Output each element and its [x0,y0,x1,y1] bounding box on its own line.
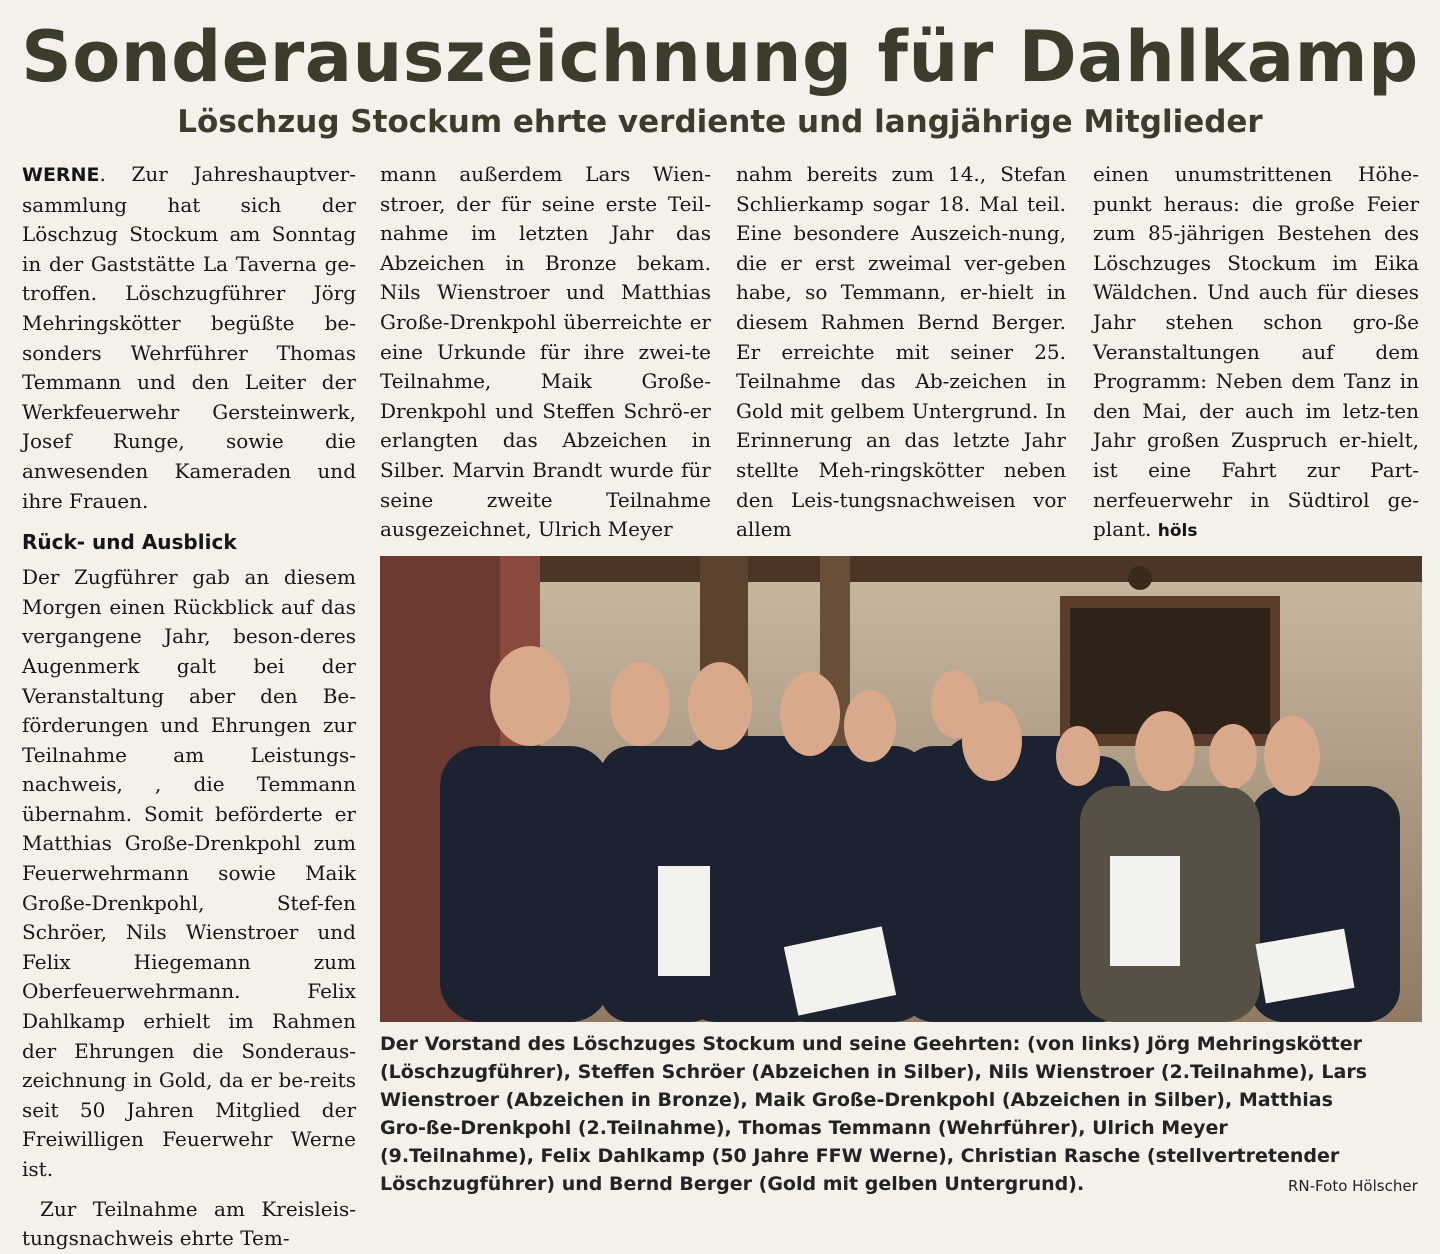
article-column-4 [1093,160,1419,542]
author-byline: höls [1157,521,1198,542]
photo-caption: Der Vorstand des Löschzuges Stockum und seine Geehrten: (von links) Jörg Mehringskötter (Löschzugführer), Steffen Schröer (Abzeichen in Silber), Nils Wienstroer (2.Teilnahme), Lars Wienstroer (Abzeichen in Bronze), Maik Große-Drenkpohl (Abzeichen in Silber), Matthias Gro-ße-Drenkpohl (2.Teilnahme), Thomas Temmann (Wehrführer), Ulrich Meyer (9.Teilnahme), Felix Dahlkamp (50 Jahre FFW Werne), Christian Rasche (stellvertretender Löschzugführer) und Bernd Berger (Gold mit gelben Untergrund). [380,1033,1367,1195]
section-subheading: Rück- und Ausblick [22,530,237,555]
article-column-1 [22,160,356,1251]
column-3-text: nahm bereits zum 14., Stefan Schlierkamp sogar 18. Mal teil. Eine besondere Auszeich-nung, die er erst zweimal ver-geben habe, so Temmann, er-hielt in diesem Rahmen Bernd Berger. Er erreichte mit seiner 25. Teilnahme das Ab-zeichen in Gold mit gelbem Untergrund. In Erinnerung an das letzte Jahr stellte Meh-ringskötter neben den Leis-tungsnachweisen vor allem [736,162,1066,542]
column-4-body: einen unumstrittenen Höhe-punkt heraus: die große Feier zum 85-jährigen Bestehen des Löschzuges Stockum im Eika Wäldchen. Und auch für dieses Jahr stehen schon gro-ße Veranstaltungen auf dem Programm: Neben dem Tanz in den Mai, der auch im letz-ten Jahr großen Zuspruch er-hielt, ist eine Fahrt zur Part-nerfeuerwehr in Südtirol ge-plant. [1093,162,1419,542]
body-paragraph-2: Zur Teilnahme am Kreisleis-tungsnachweis ehrte Tem- [22,1196,356,1251]
group-photo-illustration [380,556,1422,1022]
article-column-2 [380,160,711,542]
article-subheadline: Löschzug Stockum ehrte verdiente und langjährige Mitglieder [177,104,1263,140]
lead-text: . Zur Jahreshauptver-sammlung hat sich der Löschzug Stockum am Sonntag in der Gaststätte La Taverna ge-troffen. Löschzugführer Jörg Mehringskötter begüßte be-sonders Wehrführer Thomas Temmann und den Leiter der Werkfeuerwehr Gersteinwerk, Josef Runge, sowie die anwesenden Kameraden und ihre Frauen. [22,162,356,513]
article-headline: Sonderauszeichnung für Dahlkamp [21,16,1419,98]
lead-paragraph [22,160,356,516]
dateline: WERNE [22,164,100,186]
article-column-3 [736,160,1066,542]
column-4-text [1093,160,1419,547]
body-paragraph-1: Der Zugführer gab an diesem Morgen einen Rückblick auf das vergangene Jahr, beson-deres Augenmerk galt bei der Veranstaltung aber den Be-förderungen und Ehrungen zur Teilnahme am Leistungs-nachweis, , die Temmann übernahm. Somit beförderte er Matthias Große-Drenkpohl zum Feuerwehrmann sowie Maik Große-Drenkpohl, Stef-fen Schröer, Nils Wienstroer und Felix Hiegemann zum Oberfeuerwehrmann. Felix Dahlkamp erhielt im Rahmen der Ehrungen die Sonderaus-zeichnung in Gold, da er be-reits seit 50 Jahren Mitglied der Freiwilligen Feuerwehr Werne ist. [22,565,356,1181]
photo-credit: RN-Foto Hölscher [1288,1177,1418,1195]
group-photo [380,556,1422,1022]
column-2-text: mann außerdem Lars Wien-stroer, der für seine erste Teil-nahme im letzten Jahr das Abzeichen in Bronze bekam. Nils Wienstroer und Matthias Große-Drenkpohl überreichte er eine Urkunde für ihre zwei-te Teilnahme, Maik Große-Drenkpohl und Steffen Schrö-er erlangten das Abzeichen in Silber. Marvin Brandt wurde für seine zweite Teilnahme ausgezeichnet, Ulrich Meyer [380,162,711,542]
